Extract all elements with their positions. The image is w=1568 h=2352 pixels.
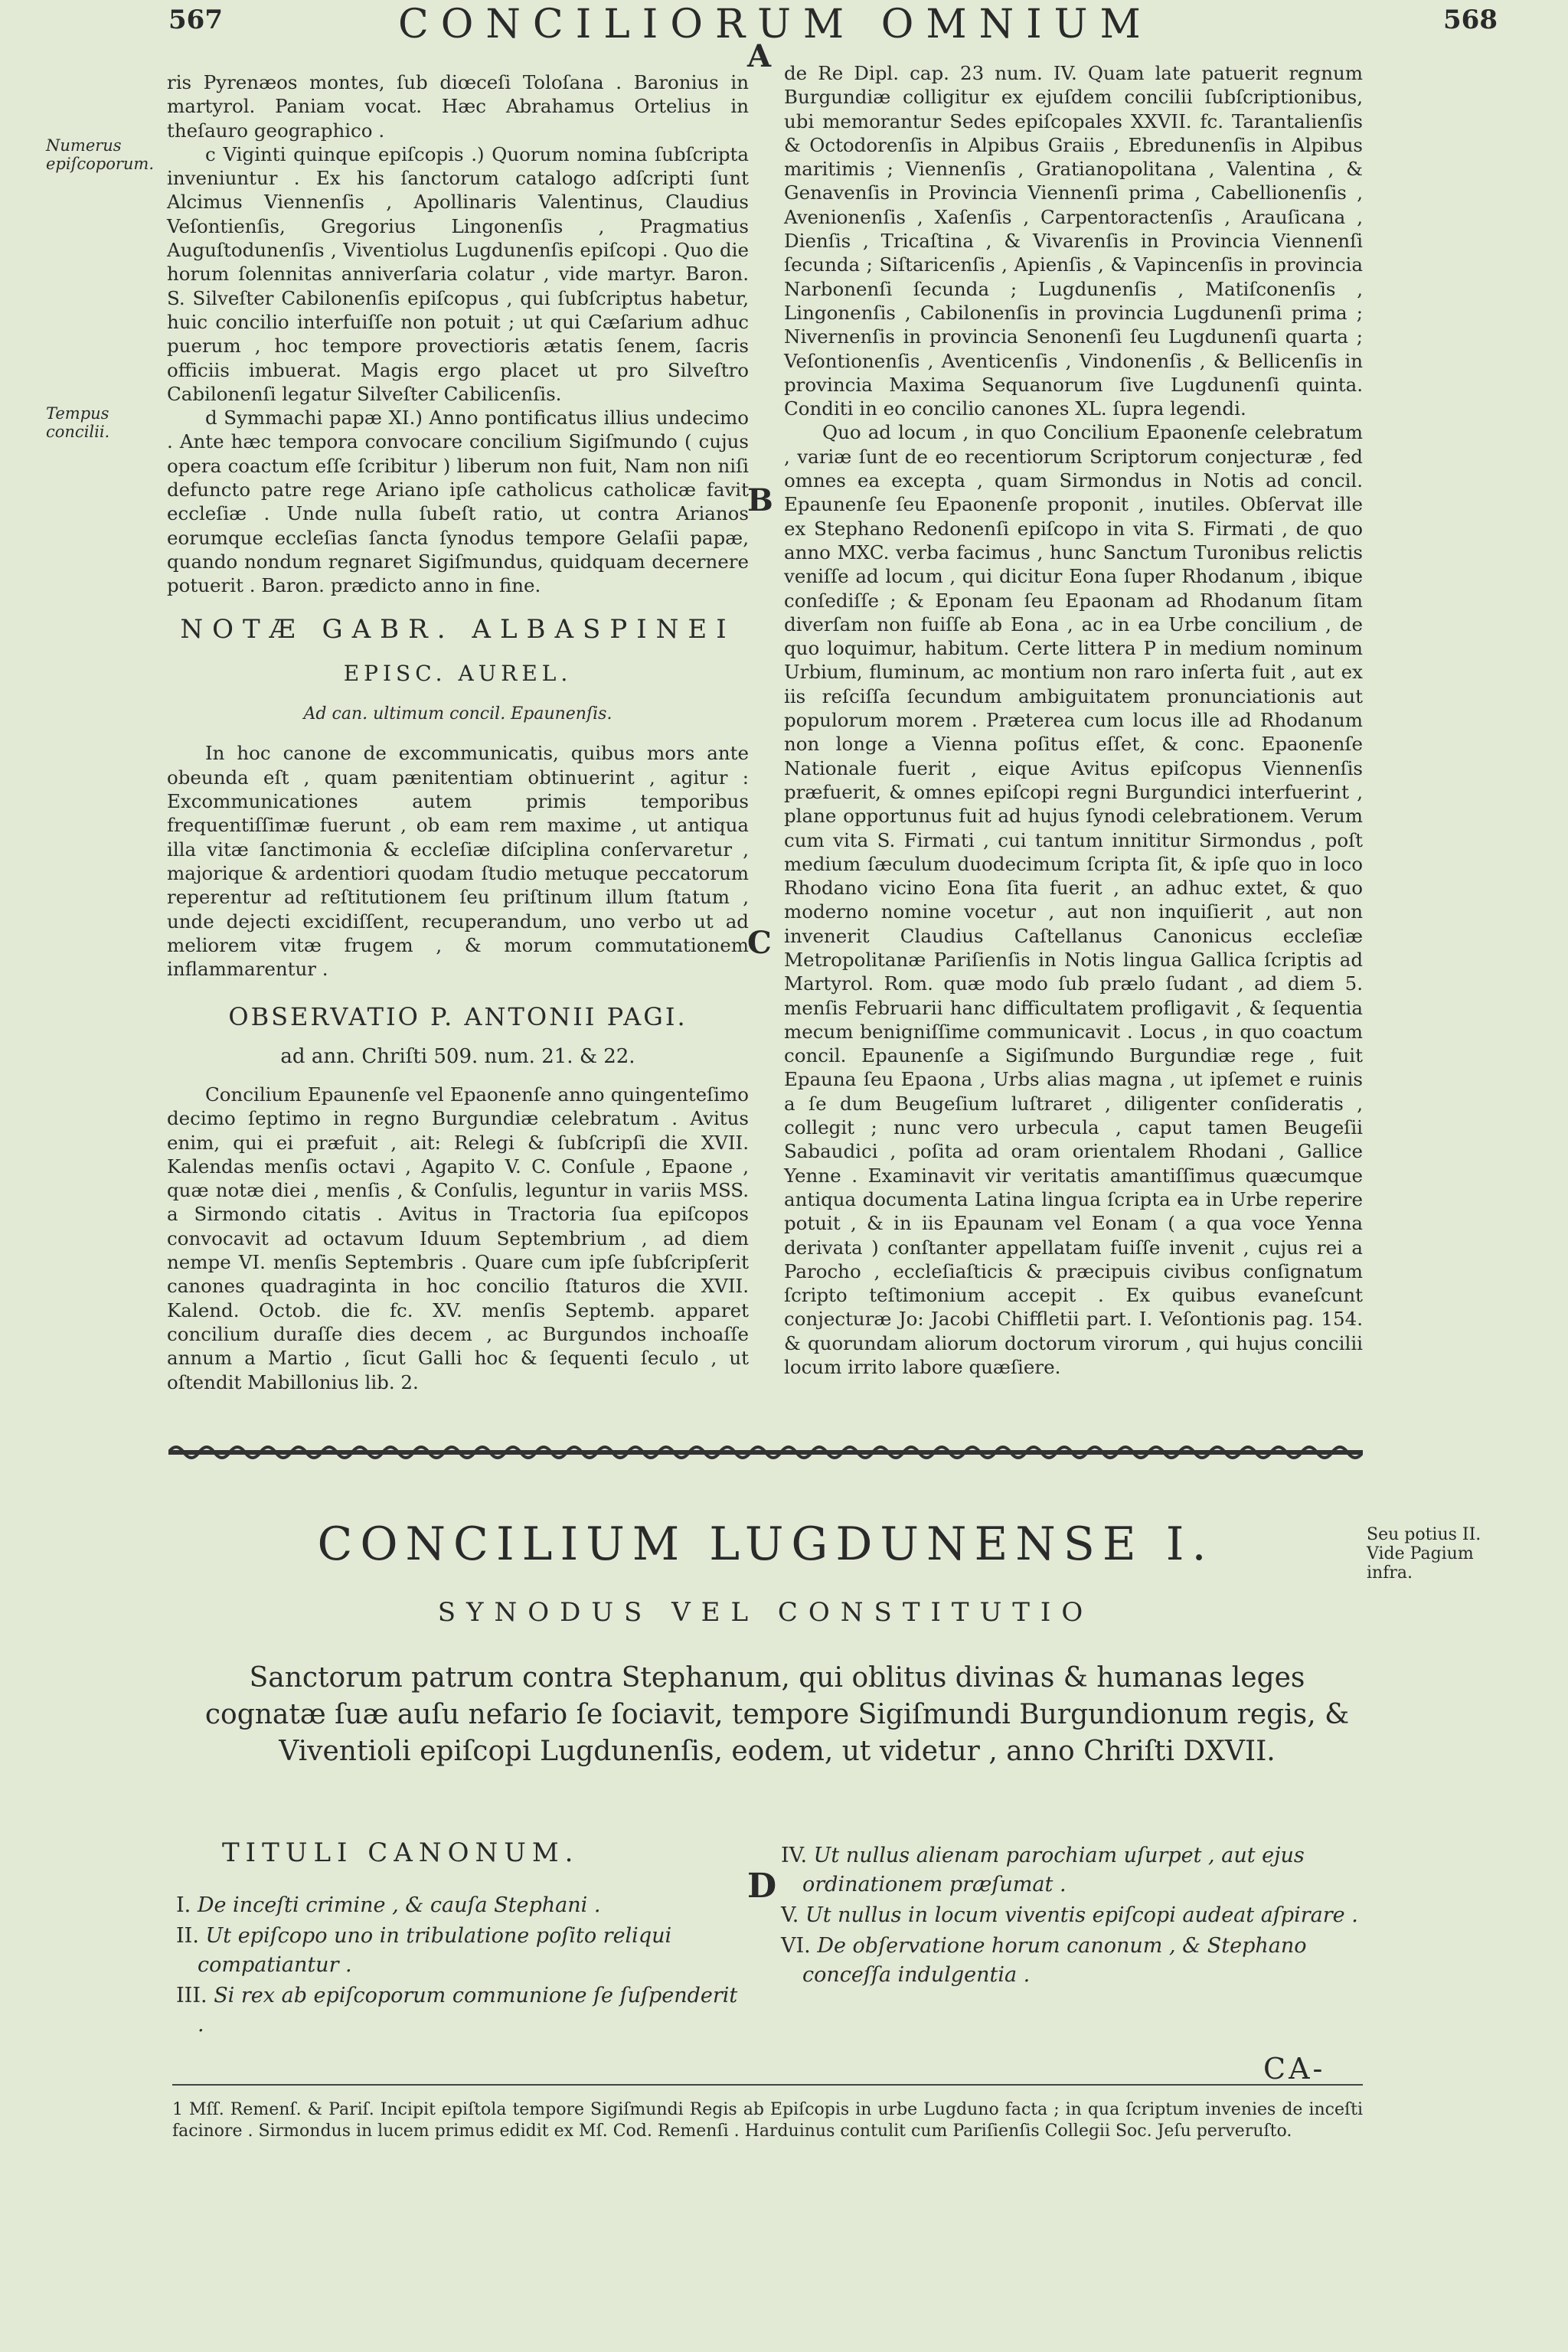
ornamental-band [168,1441,1363,1464]
canon-text: Ut nullus in locum viventis epiſcopi audeat aſpirare . [805,1903,1358,1927]
canon-number: IV. [781,1844,808,1867]
observatio-text: Concilium Epaunenſe vel Epaonenſe anno quingenteſimo decimo ſeptimo in regno Burgundiæ celebratum . Avitus enim, qui ei præfuit , ait: Relegi & ſubſcripſi die XVII. Kalendas menſis octavi , Agapito V. C. Conſule , Epaone , quæ notæ diei , menſis , & Conſulis, leguntur in variis MSS. a Sirmondo citatis . Avitus in Tractoria ſua epiſcopos convocavit ad octavum Iduum Septembrium , ad diem nempe VI. menſis Septembris . Quare cum ipſe ſubſcripſerit canones quadraginta in hoc concilio ſtaturos die XVII. Kalend. Octob. die fc. XV. menſis Septemb. apparet concilium duraſſe dies decem , ac Burgundos inchoaſſe annum a Martio , ſicut Galli hoc & ſequenti ſeculo , ut oſtendit Mabillonius lib. 2. [167,1083,749,1393]
observatio-heading: OBSERVATIO P. ANTONII PAGI. [228,1002,688,1032]
canon-text: De inceſti crimine , & cauſa Stephani . [197,1893,601,1917]
side-note-pagium: Seu potius II. Vide Pagium infra. [1367,1525,1481,1583]
canon-item [176,1922,750,1980]
left-paragraph-3: d Symmachi papæ XI.) Anno pontificatus illius undecimo . Ante hæc tempora convocare concilium Sigiſmundo ( cujus opera coactum eſſe ſcribitur ) liberum non fuit, Nam non niſi defuncto patre rege Ariano ipſe catholicus catholicæ favit eccleſiæ . Unde nulla ſubeſt ratio, ut contra Arianos eorumque eccleſias ſancta ſynodus tempore Gelaſii papæ, quando nondum regnaret Sigiſmundus, quidquam decernere potuerit . Baron. prædicto anno in fine. [167,407,749,597]
gutter-letter-a: A [747,38,772,74]
canon-text: De obſervatione horum canonum , & Stephano conceſſa indulgentia . [802,1934,1307,1987]
canon-text: Si rex ab epiſcoporum communione ſe ſuſpenderit . [198,1984,738,2037]
council-title: CONCILIUM LUGDUNENSE I. [317,1517,1214,1571]
catchword: CA- [1263,2052,1326,2086]
notae-subheading: EPISC. AUREL. [343,660,573,686]
right-paragraph-1: de Re Dipl. cap. 23 num. IV. Quam late patuerit regnum Burgundiæ colligitur ex ejuſdem concilii ſubſcriptionibus, ubi memorantur Sedes epiſcopales XXVII. fc. Tarantalienſis & Octodorenſis in Alpibus Graiis , Ebredunenſis in Alpibus maritimis ; Viennenſis , Gratianopolitana , Valentina , & Genavenſis in Provincia Viennenſi prima , Cabellionenſis , Avenionenſis , Xaſenſis , Carpentoractenſis , Arauſicana , Dienſis , Tricaſtina , & Vivarenſis in Provincia Viennenſi ſecunda ; Siſtaricenſis , Apienſis , & Vapincenſis in provincia Narbonenſi ſecunda ; Lugdunenſis , Matiſconenſis , Lingonenſis , Cabilonenſis in provincia Lugdunenſi prima ; Nivernenſis in provincia Senonenſi ſeu Lugdunenſi quarta ; Veſontionenſis , Aventicenſis , Vindonenſis , & Bellicenſis in provincia Maxima Sequanorum ſive Lugdunenſi quinta. Conditi in eo concilio canones XL. ſupra legendi. [784,62,1363,420]
right-column [784,61,1363,1379]
canon-number: II. [176,1924,199,1948]
canon-item [176,1981,750,2040]
notae-text: In hoc canone de excommunicatis, quibus mors ante obeunda eſt , quam pænitentiam obtinuerint , agitur : Excommunicationes autem primis temporibus frequentiſſimæ fuerunt , ob eam rem maxime , ut antiqua illa vitæ ſanctimonia & eccleſiæ diſciplina conſervaretur , majorique & ardentiori quodam ſtudio metuque peccatorum reperentur ad reſtitutionem ſeu priſtinum illum ſtatum , unde dejecti excidiſſent, recuperandum, uno verbo ut ad meliorem vitæ frugem , & morum commutationem inflammarentur . [167,742,749,981]
left-column [167,70,749,1394]
gutter-letter-b: B [747,482,773,518]
canon-number: V. [781,1903,799,1927]
gutter-letter-d: D [747,1867,777,1906]
notae-heading: NOTÆ GABR. ALBASPINEI [180,613,736,645]
canon-item [781,1901,1363,1930]
canon-item [781,1932,1363,1990]
council-description: Sanctorum patrum contra Stephanum, qui oblitus divinas & humanas leges cognatæ ſuæ auſu nefario ſe ſociavit, tempore Sigiſmundi Burgundionum regis, & Viventioli epiſcopi Lugdunenſis, eodem, ut videtur , anno Chriſti DXVII. [204,1662,1350,1767]
canon-number: I. [176,1893,191,1917]
canon-list-right [781,1841,1363,1991]
tituli-heading: TITULI CANONUM. [222,1838,580,1868]
running-title: CONCILIORUM OMNIUM [398,2,1153,47]
canon-list-left [176,1891,750,2041]
observatio-subheading: ad ann. Chriſti 509. num. 21. & 22. [280,1044,635,1068]
page-number-left: 567 [168,5,223,35]
gutter-letter-c: C [747,925,772,961]
council-subtitle: SYNODUS VEL CONSTITUTIO [437,1597,1094,1628]
canon-item [781,1841,1363,1900]
right-paragraph-2: Quo ad locum , in quo Concilium Epaonenſe celebratum , variæ ſunt de eo recentiorum Scriptorum conjecturæ , fed omnes ea excepta , quam Sirmondus in Notis ad concil. Epaunenſe ſeu Epaonenſe proponit , inutiles. Obſervat ille ex Stephano Redonenſi epiſcopo in vita S. Firmati , de quo anno MXC. verba facimus , hunc Sanctum Turonibus relictis veniſſe ad locum , qui dicitur Eona ſuper Rhodanum , ibique conſediſſe ; & Eponam ſeu Epaonam ad Rhodanum ſitam diverſam non fuiſſe ab Eona , ac in ea Urbe concilium , de quo loquimur, habitum. Certe littera P in medium nominum Urbium, fluminum, ac montium non raro inſerta fuit , aut ex iis reſciſſa ſecundum ambiguitatem pronunciationis aut populorum morem . Præterea cum locus ille ad Rhodanum non longe a Vienna poſitus eſſet, & conc. Epaonenſe Nationale fuerit , eique Avitus epiſcopus Viennenſis præfuerit, & omnes epiſcopi regni Burgundici interfuerint , plane opportunus fuit ad hujus ſynodi celebrationem. Verum cum vita S. Firmati , cui tantum innititur Sirmondus , poſt medium ſæculum duodecimum ſcripta ſit, & ipſe quo in loco Rhodano vicino Eona ſita fuerit , an adhuc extet, & quo moderno nomine vocetur , aut non inquiſierit , aut non invenerit Claudius Caſtellanus Canonicus eccleſiæ Metropolitanæ Pariſienſis in Notis lingua Gallica ſcriptis ad Martyrol. Rom. quæ modo ſub prælo ſudant , ad diem 5. menſis Februarii hanc difficultatem profligavit , & ſequentia mecum benigniſſime communicavit . Locus , in quo coactum concil. Epaunenſe a Sigiſmundo Burgundiæ rege , fuit Epauna ſeu Epaona , Urbs alias magna , ut ipſemet e ruinis a ſe dum Beugeſium luſtraret , diligenter conſideratis , collegit ; nunc vero urbecula , caput tamen Beugeſii Sabaudici , poſita ad oram orientalem Rhodani , Gallice Yenne . Examinavit vir veritatis amantiſſimus quæcumque antiqua documenta Latina lingua ſcripta ea in Urbe reperire potuit , & in iis Epaunam vel Eonam ( a qua voce Yenna derivata ) conſtanter appellatam fuiſſe invenit , cujus rei a Parocho , eccleſiaſticis & præcipuis civibus conſignatum ſcripto teſtimonium accepit . Ex quibus evaneſcunt conjecturæ Jo: Jacobi Chiffletii part. I. Veſontionis pag. 154. & quorundam aliorum doctorum virorum , qui hujus concilii locum irrito labore quæſiere. [784,421,1363,1379]
canon-number: III. [176,1984,207,2007]
canon-item [176,1891,750,1920]
left-paragraph-1: ris Pyrenæos montes, ſub diœceſi Toloſana . Baronius in martyrol. Paniam vocat. Hæc Abrahamus Ortelius in theſauro geographico . [167,71,749,142]
notae-ad-canonem: Ad can. ultimum concil. Epaunenſis. [303,704,612,724]
canon-text: Ut nullus alienam parochiam uſurpet , aut ejus ordinationem præſumat . [802,1844,1305,1896]
canon-text: Ut epiſcopo uno in tribulatione poſito reliqui compatiantur . [198,1924,672,1977]
left-paragraph-2: c Viginti quinque epiſcopis .) Quorum nomina ſubſcripta inveniuntur . Ex his ſanctorum catalogo adſcripti ſunt Alcimus Viennenſis , Apollinaris Valentinus, Claudius Veſontienſis, Gregorius Lingonenſis , Pragmatius Auguſtodunenſis , Viventiolus Lugdunenſis epiſcopi . Quo die horum ſolennitas anniverſaria colatur , vide martyr. Baron. S. Silveſter Cabilonenſis epiſcopus , qui ſubſcriptus habetur, huic concilio interfuiſſe non potuit ; ut qui Cæſarium adhuc puerum , hoc tempore provectioris ætatis ſenem, ſacris officiis imbuerat. Magis ergo placet ut pro Silveſtro Cabilonenſi legatur Silveſter Cabilicenſis. [167,142,749,405]
canon-number: VI. [781,1934,811,1958]
margin-note-tempus: Tempus concilii. [46,404,110,441]
footnote-rule [172,2084,1363,2086]
page-number-right: 568 [1443,5,1498,35]
footnote: 1 Mſſ. Remenſ. & Pariſ. Incipit epiſtola tempore Sigiſmundi Regis ab Epiſcopis in urbe Lugduno facta ; in qua ſcriptum invenies de inceſti facinore . Sirmondus in lucem primus edidit ex Mſ. Cod. Remenſi . Harduinus contulit cum Pariſienſis Collegii Soc. Jeſu perveruſto. [172,2100,1363,2141]
margin-note-numerus: Numerus epiſcoporum. [46,136,155,173]
